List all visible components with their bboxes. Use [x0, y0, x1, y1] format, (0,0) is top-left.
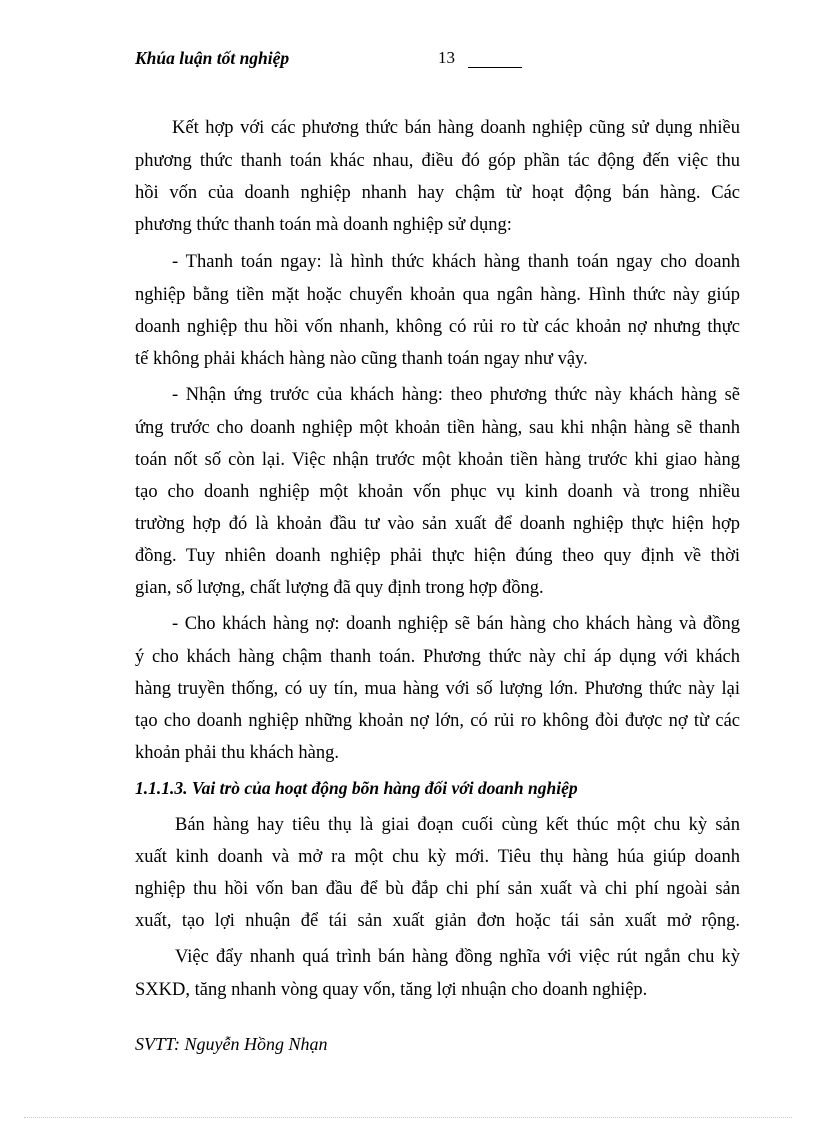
body-line: - Thanh toán ngay: là hình thức khách hàng thanh toán ngay cho doanh [172, 252, 740, 272]
body-line: tế không phải khách hàng nào cũng thanh toán ngay như vậy. [135, 349, 588, 369]
body-line: khoản phải thu khách hàng. [135, 743, 339, 763]
body-line: ứng trước cho doanh nghiệp một khoản tiền hàng, sau khi nhận hàng sẽ thanh [135, 418, 740, 438]
section-heading: 1.1.1.3. Vai trò của hoạt động bõn hàng đối với doanh nghiệp [135, 778, 578, 798]
body-line: nghiệp thu hồi vốn ban đầu để bù đắp chi phí sản xuất và chi phí ngoài sản [135, 879, 740, 899]
body-line: hồi vốn của doanh nghiệp nhanh hay chậm từ hoạt động bán hàng. Các [135, 183, 740, 203]
body-line: phương thức thanh toán khác nhau, điều đó góp phần tác động đến việc thu [135, 151, 740, 171]
body-line: - Cho khách hàng nợ: doanh nghiệp sẽ bán hàng cho khách hàng và đồng [172, 614, 740, 634]
body-line: Bán hàng hay tiêu thụ là giai đoạn cuối cùng kết thúc một chu kỳ sản [175, 815, 740, 835]
body-line: hàng truyền thống, có uy tín, mua hàng với số lượng lớn. Phương thức này lại [135, 679, 740, 699]
body-line: xuất, tạo lợi nhuận để tái sản xuất giản đơn hoặc tái sản xuất mở rộng. [135, 911, 740, 931]
body-line: toán nốt số còn lại. Việc nhận trước một khoản tiền hàng trước khi giao hàng [135, 450, 740, 470]
body-line: SXKD, tăng nhanh vòng quay vốn, tăng lợi nhuận cho doanh nghiệp. [135, 980, 648, 1000]
body-line: tạo cho doanh nghiệp một khoản vốn phục vụ kinh doanh và trong nhiều [135, 482, 740, 502]
body-line: doanh nghiệp thu hồi vốn nhanh, không có rủi ro từ các khoản nợ nhưng thực [135, 317, 740, 337]
body-line: trường hợp đó là khoản đầu tư vào sản xuất để doanh nghiệp thực hiện hợp [135, 514, 740, 534]
body-line: đồng. Tuy nhiên doanh nghiệp phải thực hiện đúng theo quy định về thời [135, 546, 740, 566]
body-line: Kết hợp với các phương thức bán hàng doanh nghiệp cũng sử dụng nhiều [172, 118, 740, 138]
page-number: 13 [438, 48, 455, 67]
header-title: Khúa luận tốt nghiệp [135, 48, 290, 68]
body-line: ý cho khách hàng chậm thanh toán. Phương thức này chỉ áp dụng với khách [135, 647, 740, 667]
body-line: phương thức thanh toán mà doanh nghiệp sử dụng: [135, 215, 512, 235]
header-underline [468, 67, 522, 68]
body-line: nghiệp bằng tiền mặt hoặc chuyển khoản qua ngân hàng. Hình thức này giúp [135, 285, 740, 305]
page-footer: SVTT: Nguyễn Hồng Nhạn [135, 1034, 328, 1054]
body-line: - Nhận ứng trước của khách hàng: theo phương thức này khách hàng sẽ [172, 385, 740, 405]
page-header [135, 48, 735, 72]
body-line: tạo cho doanh nghiệp những khoản nợ lớn, có rủi ro không đòi được nợ từ các [135, 711, 740, 731]
page-bottom-divider [24, 1117, 792, 1118]
body-line: gian, số lượng, chất lượng đã quy định trong hợp đồng. [135, 578, 544, 598]
body-line: xuất kinh doanh và mở ra một chu kỳ mới. Tiêu thụ hàng húa giúp doanh [135, 847, 740, 867]
body-line: Việc đẩy nhanh quá trình bán hàng đồng nghĩa với việc rút ngắn chu kỳ [175, 947, 740, 967]
